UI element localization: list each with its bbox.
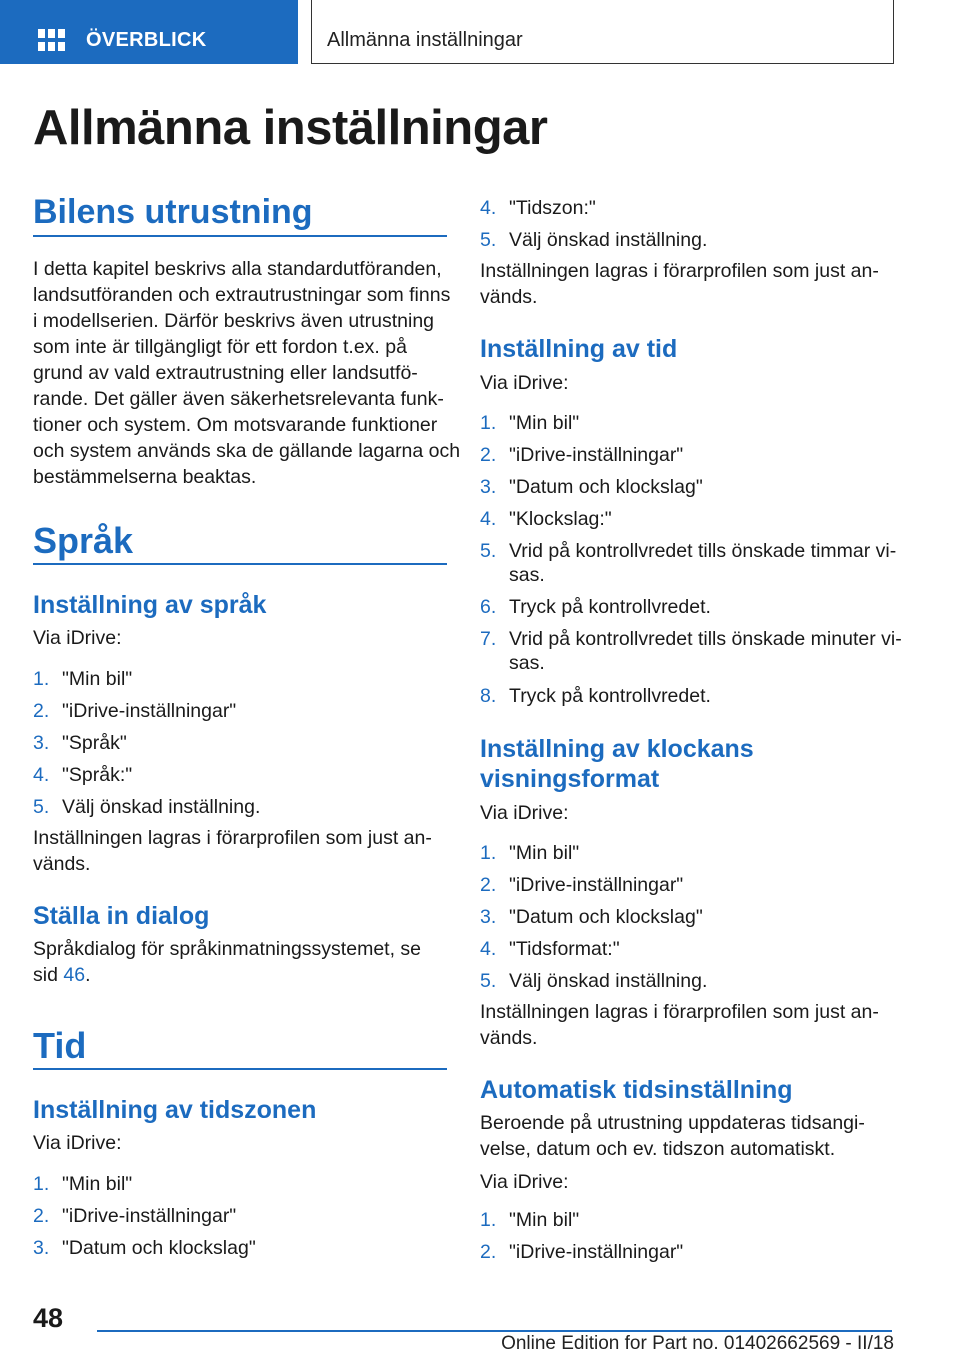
body-line: landsutföranden och extrautrustningar som finns [33,284,451,306]
heading-klockans-format-line2: visningsformat [480,765,660,793]
section-header-label: Allmänna inställningar [327,29,523,51]
auto-body-line: Beroende på utrustning uppdateras tidsangi- [480,1112,865,1134]
page-title: Allmänna inställningar [33,101,548,155]
page-number: 48 [33,1303,64,1333]
heading-rule [33,1068,447,1070]
body-line: och system används ska de gällande lagarna och [33,440,461,462]
heading-tid: Tid [33,1025,87,1066]
via-idrive: Via iDrive: [480,1171,569,1193]
via-idrive: Via iDrive: [33,627,122,649]
body-line: som inte är tillgängligt för ett fordon t.ex. på [33,336,407,358]
note-line: Inställningen lagras i förarprofilen som just an- [480,260,879,282]
heading-klockans-format: Inställning av klockans [480,735,754,763]
heading-installning-av-tid: Inställning av tid [480,335,678,363]
grid-icon [38,29,66,53]
overview-tab[interactable] [0,0,298,64]
note-line: vänds. [33,853,91,875]
body-line: grund av vald extrautrustning eller landsutfö- [33,362,418,384]
edition-text: Online Edition for Part no. 01402662569 - II/18 [501,1333,894,1354]
heading-bilens-utrustning: Bilens utrustning [33,193,313,231]
body-line: bestämmelserna beaktas. [33,466,257,488]
heading-installning-av-tidszonen: Inställning av tidszonen [33,1096,317,1124]
heading-rule [33,235,447,237]
section-header [311,0,894,64]
via-idrive: Via iDrive: [480,372,569,394]
heading-stalla-in-dialog: Ställa in dialog [33,902,210,930]
heading-installning-av-sprak: Inställning av språk [33,591,267,619]
body-line: rande. Det gäller även säkerhetsrelevanta funk- [33,388,444,410]
note-line: Inställningen lagras i förarprofilen som just an- [480,1001,879,1023]
dialog-body-line: sid 46. [33,964,91,986]
footer-rule [97,1330,892,1332]
via-idrive: Via iDrive: [33,1132,122,1154]
note-line: Inställningen lagras i förarprofilen som just an- [33,827,432,849]
body-line: i modellserien. Därför beskrivs även utrustning [33,310,435,332]
heading-automatisk-tidsinstallning: Automatisk tidsinställning [480,1076,793,1104]
body-line: tioner och system. Om motsvarande funktioner [33,414,438,436]
heading-rule [33,563,447,565]
dialog-body-line: Språkdialog för språkinmatningssystemet, se [33,938,422,960]
via-idrive: Via iDrive: [480,802,569,824]
overview-tab-label: ÖVERBLICK [86,29,207,51]
note-line: vänds. [480,1027,538,1049]
page-link[interactable]: 46 [63,964,86,986]
heading-sprak: Språk [33,520,134,561]
note-line: vänds. [480,286,538,308]
auto-body-line: velse, datum och ev. tidszon automatiskt. [480,1138,836,1160]
body-line: I detta kapitel beskrivs alla standardutföranden, [33,258,442,280]
